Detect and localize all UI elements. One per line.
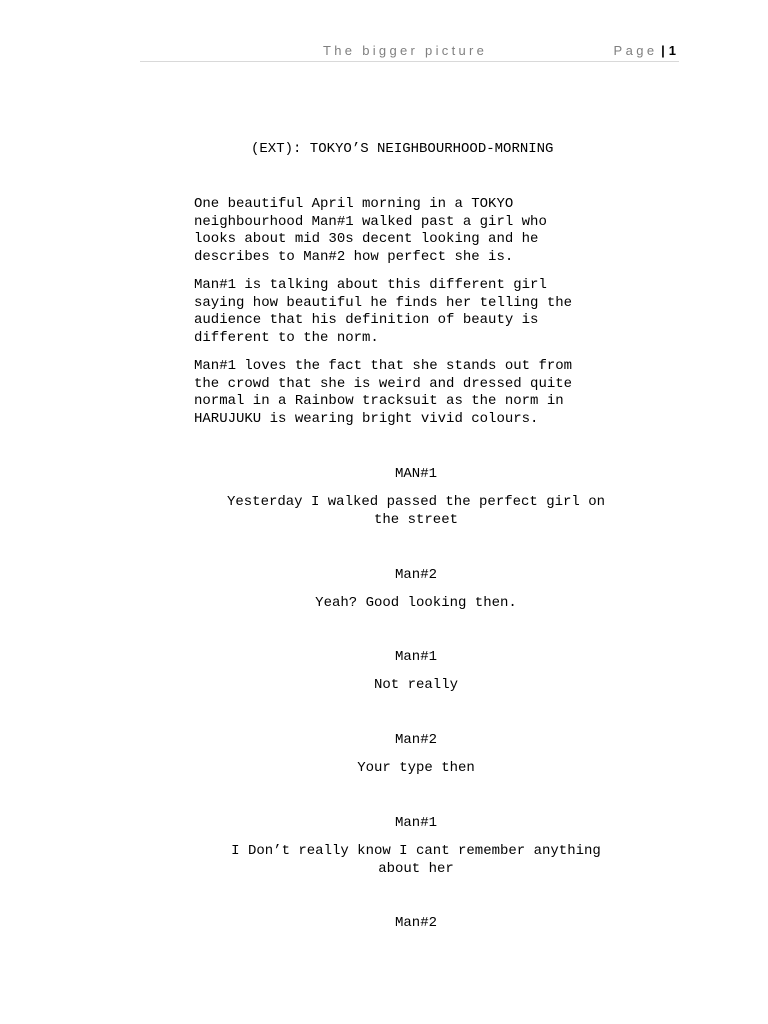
dialogue-line-3: Not really <box>373 677 458 693</box>
dialogue-line-2: Yeah? Good looking then. <box>315 595 517 611</box>
page-header <box>140 41 679 62</box>
dialogue-line-4: Your type then <box>357 760 475 776</box>
scene-heading: (EXT): TOKYO’S NEIGHBOURHOOD-MORNING <box>251 141 554 157</box>
character-name-1: MAN#1 <box>394 466 437 482</box>
character-name-4: Man#2 <box>394 732 437 748</box>
character-name-2: Man#2 <box>394 567 437 583</box>
dialogue-line-5: I Don’t really know I cant remember anything about her <box>231 843 601 877</box>
page-label: Page <box>613 43 658 58</box>
page-indicator <box>614 43 676 58</box>
document-title: The bigger picture <box>323 43 488 58</box>
character-name-5: Man#1 <box>394 815 437 831</box>
character-name-3: Man#1 <box>394 649 437 665</box>
page-number: 1 <box>668 43 676 58</box>
page-separator: | <box>661 43 665 58</box>
action-paragraph-3: Man#1 loves the fact that she stands out from the crowd that she is weird and dressed quite normal in a Rainbow tracksuit as the norm in HARUJUKU is wearing bright vivid colours. <box>194 358 573 427</box>
dialogue-line-1: Yesterday I walked passed the perfect girl on the street <box>226 494 606 528</box>
character-name-6: Man#2 <box>394 915 437 931</box>
action-paragraph-2: Man#1 is talking about this different girl saying how beautiful he finds her telling the audience that his definition of beauty is different to the norm. <box>194 277 573 346</box>
action-paragraph-1: One beautiful April morning in a TOKYO neighbourhood Man#1 walked past a girl who looks about mid 30s decent looking and he describes to Man#2 how perfect she is. <box>194 196 547 265</box>
